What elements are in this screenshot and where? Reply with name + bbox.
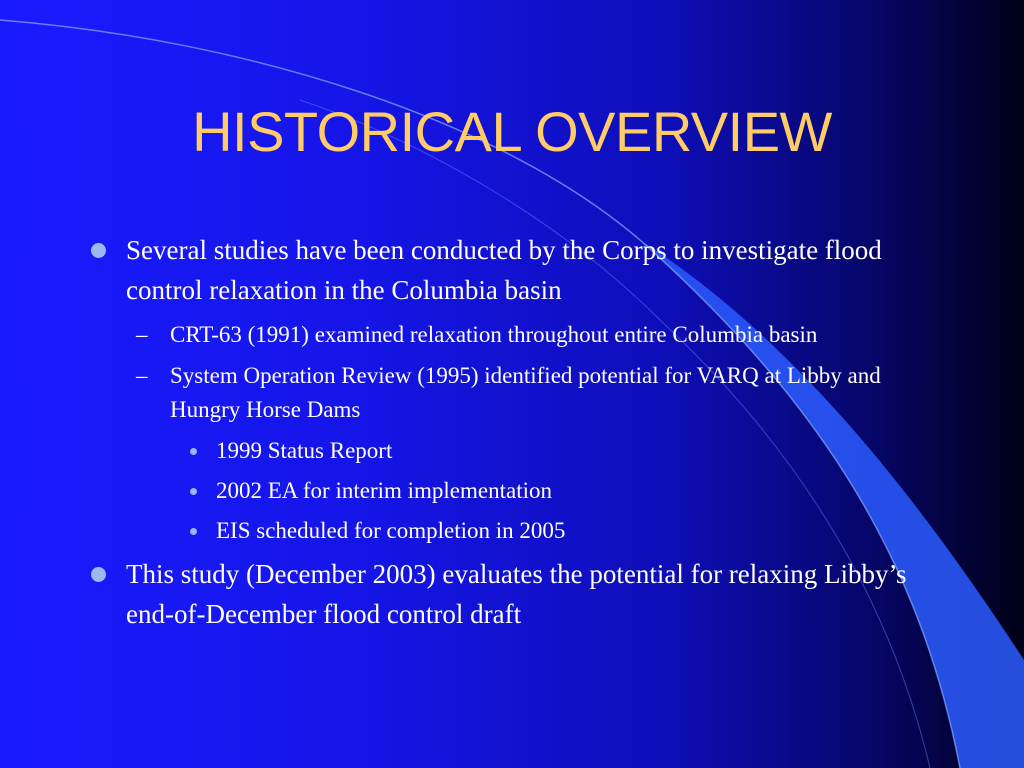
dash-marker: – xyxy=(136,322,148,347)
bullet-text: This study (December 2003) evaluates the potential for relaxing Libby’s end-of-December flood control draft xyxy=(126,559,907,629)
sub-sub-bullet-text: 1999 Status Report xyxy=(216,438,393,463)
sub-bullet-text: CRT-63 (1991) examined relaxation throughout entire Columbia basin xyxy=(170,322,818,347)
bullet-list xyxy=(88,230,948,642)
bullet-dot-icon xyxy=(91,567,106,582)
sub-sub-bullet-item-2 xyxy=(186,474,948,508)
bullet-item-1 xyxy=(88,230,948,310)
bullet-item-2 xyxy=(88,554,948,634)
dash-marker: – xyxy=(136,363,148,388)
sub-bullet-item-1 xyxy=(132,318,948,352)
sub-sub-bullet-item-3 xyxy=(186,514,948,548)
sub-bullet-text: System Operation Review (1995) identified potential for VARQ at Libby and Hungry Horse Dams xyxy=(170,363,881,422)
bullet-text: Several studies have been conducted by the Corps to investigate flood control relaxation in the Columbia basin xyxy=(126,235,882,305)
sub-sub-bullet-text: 2002 EA for interim implementation xyxy=(216,478,552,503)
sub-bullet-item-2 xyxy=(132,359,948,427)
slide-title: HISTORICAL OVERVIEW xyxy=(192,100,832,163)
small-dot-icon xyxy=(190,488,197,495)
sub-sub-bullet-item-1 xyxy=(186,434,948,468)
small-dot-icon xyxy=(190,448,197,455)
sub-sub-bullet-text: EIS scheduled for completion in 2005 xyxy=(216,518,566,543)
bullet-dot-icon xyxy=(91,243,106,258)
small-dot-icon xyxy=(190,528,197,535)
